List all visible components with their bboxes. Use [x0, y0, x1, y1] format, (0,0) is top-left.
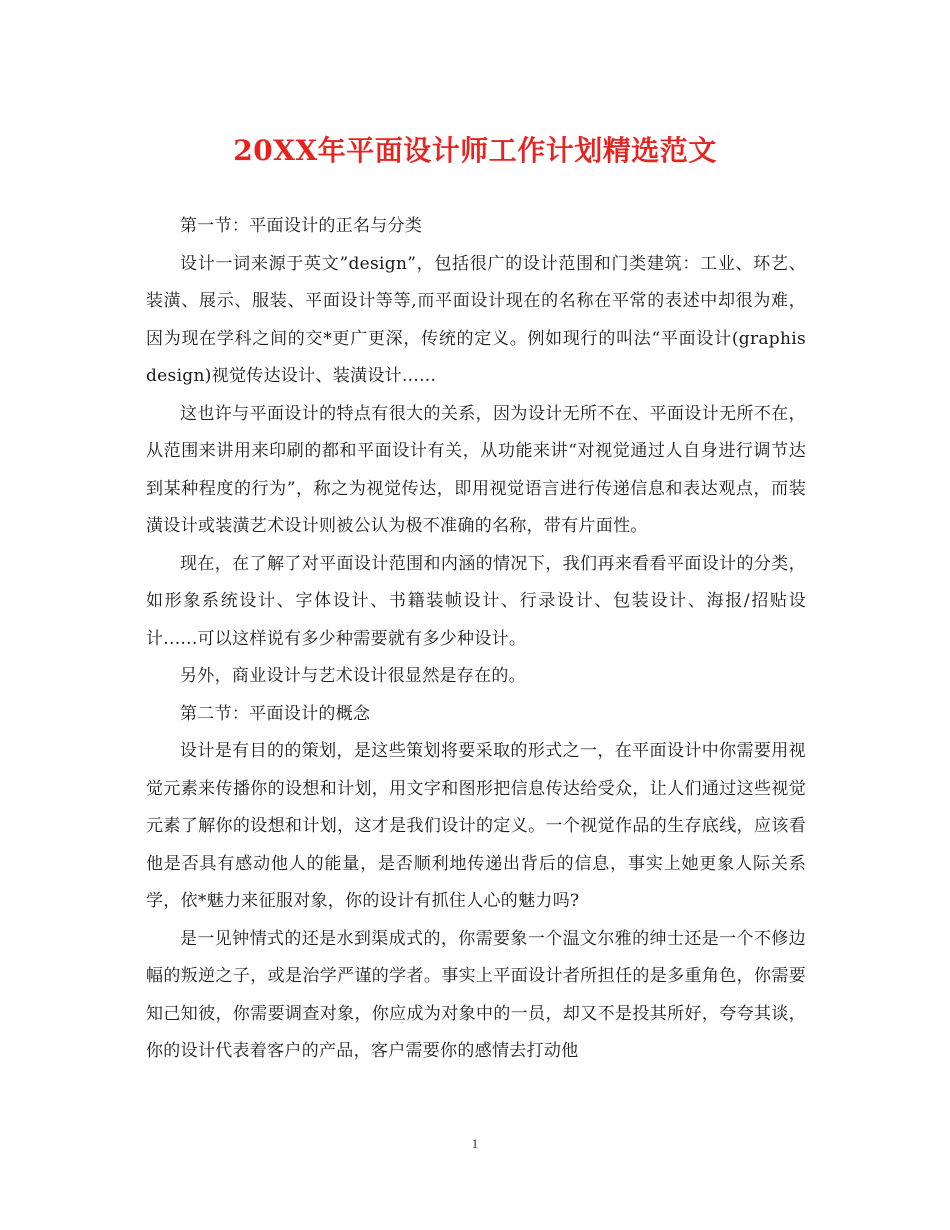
paragraph: 第二节：平面设计的概念: [180, 703, 371, 724]
document-title: 20XX年平面设计师工作计划精选范文: [233, 134, 717, 167]
paragraph: 设计是有目的的策划，是这些策划将要采取的形式之一，在平面设计中你需要用视觉元素来传播你的设想和计划，用文字和图形把信息传达给受众，让人们通过这些视觉元素了解你的设想和计划，这才是我们设计的定义。一个视觉作品的生存底线，应该看他是否具有感动他人的能量，是否顺利地传递出背后的信息，事实上她更象人际关系学，依*魅力来征服对象，你的设计有抓住人心的魅力吗?: [146, 741, 806, 911]
paragraph: 第一节：平面设计的正名与分类: [180, 216, 423, 236]
paragraph: 现在，在了解了对平面设计范围和内涵的情况下，我们再来看看平面设计的分类，如形象系统设计、字体设计、书籍装帧设计、行录设计、包装设计、海报/招贴设计......可以这样说有多少种需要就有多少种设计。: [146, 553, 806, 649]
paragraph: 这也许与平面设计的特点有很大的关系，因为设计无所不在、平面设计无所不在，从范围来讲用来印刷的都和平面设计有关，从功能来讲“对视觉通过人自身进行调节达到某种程度的行为”，称之为视觉传达，即用视觉语言进行传递信息和表达观点，而装潢设计或装潢艺术设计则被公认为极不准确的名称，带有片面性。: [146, 403, 806, 536]
paragraph: 是一见钟情式的还是水到渠成式的，你需要象一个温文尔雅的绅士还是一个不修边幅的叛逆之子，或是治学严谨的学者。事实上平面设计者所担任的是多重角色，你需要知己知彼，你需要调查对象，你应成为对象中的一员，却又不是投其所好，夸夸其谈，你的设计代表着客户的产品，客户需要你的感情去打动他: [146, 928, 806, 1061]
paragraph: 设计一词来源于英文”design”，包括很广的设计范围和门类建筑：工业、环艺、装潢、展示、服装、平面设计等等,而平面设计现在的名称在平常的表述中却很为难，因为现在学科之间的交*更广更深，传统的定义。例如现行的叫法“平面设计(graphis design)视觉传达设计、装潢设计......: [146, 253, 806, 386]
document-body: [146, 208, 806, 1071]
paragraph: 另外，商业设计与艺术设计很显然是存在的。: [180, 666, 526, 686]
page-number: 1: [471, 1136, 479, 1151]
